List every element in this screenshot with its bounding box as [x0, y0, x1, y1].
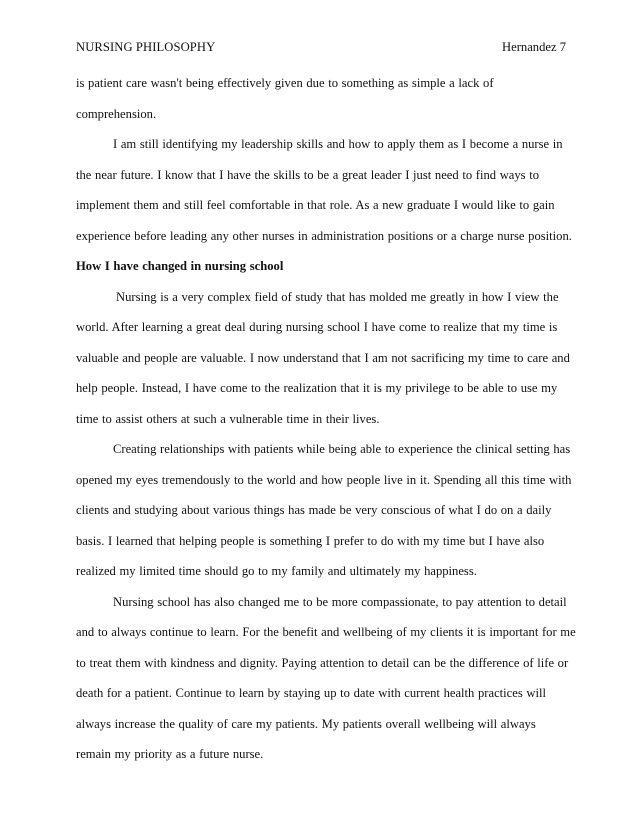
text-line: valuable and people are valuable. I now understand that I am not sacrificing my time to care and: [76, 350, 570, 365]
author-page-number: Hernandez 7: [502, 40, 566, 54]
paragraph-first-line: I am still identifying my leadership skills and how to apply them as I become a nurse in: [113, 137, 563, 151]
text-line: world. After learning a great deal during nursing school I have come to realize that my time is: [76, 320, 558, 334]
text-line: realized my limited time should go to my family and ultimately my happiness.: [76, 564, 477, 578]
text-line: experience before leading any other nurses in administration positions or a charge nurse position.: [76, 228, 572, 243]
text-line: remain my priority as a future nurse.: [76, 747, 264, 761]
running-header: [76, 38, 566, 56]
running-head-title: NURSING PHILOSOPHY: [76, 40, 216, 54]
text-line: clients and studying about various things has made be very conscious of what I do on a daily: [76, 503, 552, 517]
text-line: basis. I learned that helping people is something I prefer to do with my time but I have also: [76, 533, 545, 548]
text-line: death for a patient. Continue to learn by staying up to date with current health practices will: [76, 686, 546, 700]
text-line: the near future. I know that I have the skills to be a great leader I just need to find ways to: [76, 167, 540, 182]
text-line: and to always continue to learn. For the benefit and wellbeing of my clients it is important for me: [76, 625, 576, 639]
text-line: time to assist others at such a vulnerable time in their lives.: [76, 411, 380, 426]
text-line: implement them and still feel comfortable in that role. As a new graduate I would like to gain: [76, 198, 555, 212]
paragraph-first-line: Nursing school has also changed me to be more compassionate, to pay attention to detail: [113, 594, 567, 609]
text-line: comprehension.: [76, 106, 157, 121]
paragraph-first-line: Creating relationships with patients while being able to experience the clinical setting has: [113, 442, 571, 456]
document-body: [76, 68, 576, 770]
text-line: to treat them with kindness and dignity. Paying attention to detail can be the difference of life or: [76, 655, 569, 670]
text-line: help people. Instead, I have come to the realization that it is my privilege to be able to use my: [76, 381, 558, 395]
paragraph-first-line: Nursing is a very complex field of study that has molded me greatly in how I view the: [116, 289, 559, 304]
text-line: always increase the quality of care my patients. My patients overall wellbeing will always: [76, 716, 536, 731]
text-line: opened my eyes tremendously to the world and how people live in it. Spending all this time with: [76, 472, 572, 487]
section-heading: How I have changed in nursing school: [76, 259, 284, 273]
text-line: is patient care wasn't being effectively given due to something as simple a lack of: [76, 76, 494, 90]
